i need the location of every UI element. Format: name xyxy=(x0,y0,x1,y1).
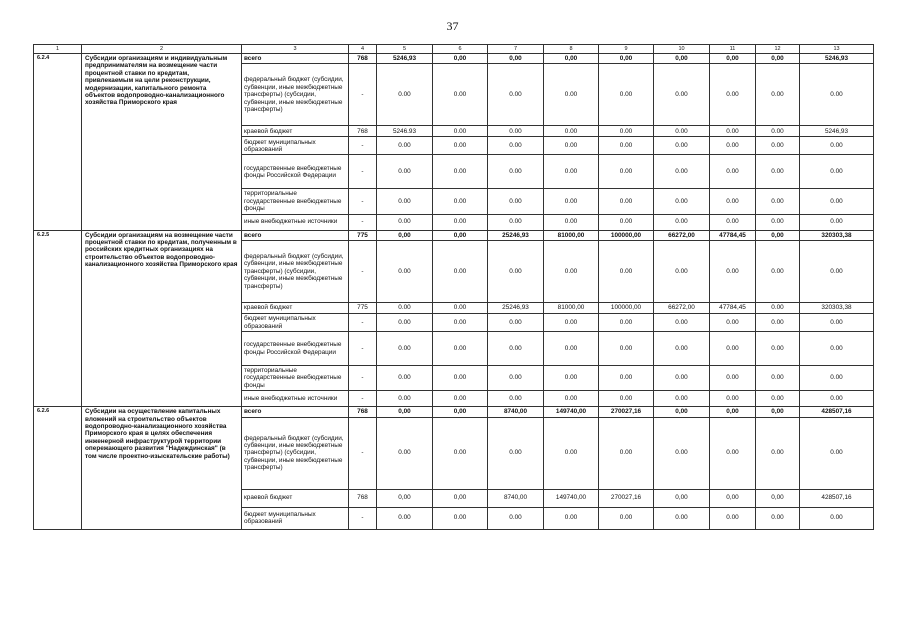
amount-cell: 0.00 xyxy=(710,417,756,489)
funding-source: краевой бюджет xyxy=(242,303,349,314)
amount-cell: 0.00 xyxy=(800,417,874,489)
funding-source: всего xyxy=(242,54,349,64)
amount-cell: 0.00 xyxy=(710,64,756,126)
amount-cell: 0.00 xyxy=(756,64,800,126)
amount-cell: 0,00 xyxy=(433,489,488,507)
amount-cell: 0.00 xyxy=(756,417,800,489)
amount-cell: 0.00 xyxy=(710,332,756,366)
amount-cell: 0.00 xyxy=(800,366,874,391)
header-cell: 8 xyxy=(544,45,599,54)
amount-cell: 0.00 xyxy=(433,314,488,332)
grbs-code: - xyxy=(349,214,377,230)
amount-cell: 0.00 xyxy=(544,214,599,230)
amount-cell: 0.00 xyxy=(599,126,654,137)
amount-cell: 0.00 xyxy=(377,189,433,214)
amount-cell: 0.00 xyxy=(599,241,654,303)
amount-cell: 0,00 xyxy=(710,489,756,507)
measure-title: Субсидии организациям на возмещение части процентной ставки по кредитам, полученным в российских кредитных организациях на строительство объектов водопроводно-канализационного хозяйства Приморского края xyxy=(82,230,242,407)
amount-cell: 0.00 xyxy=(800,64,874,126)
grbs-code: - xyxy=(349,189,377,214)
grbs-code: 768 xyxy=(349,489,377,507)
funding-source: всего xyxy=(242,407,349,417)
amount-cell: 0,00 xyxy=(710,407,756,417)
amount-cell: 0,00 xyxy=(710,54,756,64)
amount-cell: 0,00 xyxy=(544,54,599,64)
amount-cell: 0.00 xyxy=(756,366,800,391)
header-cell: 5 xyxy=(377,45,433,54)
amount-cell: 0,00 xyxy=(377,407,433,417)
amount-cell: 0.00 xyxy=(599,391,654,407)
amount-cell: 0.00 xyxy=(599,417,654,489)
amount-cell: 270027,16 xyxy=(599,489,654,507)
amount-cell: 25246,93 xyxy=(488,303,544,314)
amount-cell: 0.00 xyxy=(377,303,433,314)
amount-cell: 100000,00 xyxy=(599,230,654,240)
amount-cell: 0.00 xyxy=(599,507,654,529)
amount-cell: 0,00 xyxy=(756,407,800,417)
amount-cell: 0.00 xyxy=(433,155,488,189)
header-row xyxy=(34,45,874,54)
amount-cell: 100000,00 xyxy=(599,303,654,314)
funding-source: федеральный бюджет (субсидии, субвенции, иные межбюджетные трансферты) (субсидии, субвенции, иные межбюджетные трансферты) xyxy=(242,64,349,126)
amount-cell: 0.00 xyxy=(433,189,488,214)
amount-cell: 5246,93 xyxy=(800,54,874,64)
table-body xyxy=(34,45,874,530)
amount-cell: 0.00 xyxy=(377,391,433,407)
amount-cell: 0,00 xyxy=(654,407,710,417)
amount-cell: 428507,16 xyxy=(800,407,874,417)
amount-cell: 0,00 xyxy=(599,54,654,64)
amount-cell: 270027,16 xyxy=(599,407,654,417)
amount-cell: 81000,00 xyxy=(544,303,599,314)
amount-cell: 0.00 xyxy=(800,189,874,214)
amount-cell: 0,00 xyxy=(488,54,544,64)
grbs-code: - xyxy=(349,241,377,303)
amount-cell: 0.00 xyxy=(488,507,544,529)
amount-cell: 0.00 xyxy=(654,155,710,189)
amount-cell: 0.00 xyxy=(756,155,800,189)
header-cell: 9 xyxy=(599,45,654,54)
funding-source: территориальные государственные внебюджетные фонды xyxy=(242,366,349,391)
amount-cell: 0.00 xyxy=(710,155,756,189)
amount-cell: 0.00 xyxy=(756,314,800,332)
amount-cell: 0.00 xyxy=(800,137,874,155)
row-code: 6.2.6 xyxy=(34,407,82,529)
amount-cell: 0.00 xyxy=(756,391,800,407)
amount-cell: 0.00 xyxy=(756,126,800,137)
amount-cell: 0.00 xyxy=(710,126,756,137)
amount-cell: 149740,00 xyxy=(544,407,599,417)
amount-cell: 0.00 xyxy=(654,391,710,407)
measure-title: Субсидии на осуществление капитальных вложений на строительство объектов водопроводно-канализационного хозяйства Приморского края в целях обеспечения инженерной инфраструктурой территории опережающего развития "Надеждинская" (в том числе проектно-изыскательские работы) xyxy=(82,407,242,529)
amount-cell: 0.00 xyxy=(756,332,800,366)
amount-cell: 0.00 xyxy=(544,391,599,407)
amount-cell: 5246.93 xyxy=(377,126,433,137)
header-cell: 7 xyxy=(488,45,544,54)
amount-cell: 0.00 xyxy=(710,314,756,332)
grbs-code: 768 xyxy=(349,54,377,64)
table-row xyxy=(34,54,874,64)
amount-cell: 0.00 xyxy=(654,137,710,155)
amount-cell: 0.00 xyxy=(377,137,433,155)
amount-cell: 0,00 xyxy=(433,54,488,64)
grbs-code: - xyxy=(349,391,377,407)
amount-cell: 0.00 xyxy=(488,126,544,137)
amount-cell: 0.00 xyxy=(377,155,433,189)
amount-cell: 0.00 xyxy=(544,64,599,126)
amount-cell: 0.00 xyxy=(544,417,599,489)
amount-cell: 0.00 xyxy=(800,314,874,332)
amount-cell: 0.00 xyxy=(488,214,544,230)
funding-source: федеральный бюджет (субсидии, субвенции, иные межбюджетные трансферты) (субсидии, субвенции, иные межбюджетные трансферты) xyxy=(242,417,349,489)
funding-source: государственные внебюджетные фонды Российской Федерации xyxy=(242,155,349,189)
amount-cell: 0.00 xyxy=(433,241,488,303)
amount-cell: 0.00 xyxy=(544,366,599,391)
amount-cell: 0.00 xyxy=(756,241,800,303)
budget-table xyxy=(33,44,874,530)
amount-cell: 0.00 xyxy=(654,366,710,391)
amount-cell: 0.00 xyxy=(377,214,433,230)
grbs-code: - xyxy=(349,417,377,489)
amount-cell: 0.00 xyxy=(599,314,654,332)
amount-cell: 0,00 xyxy=(654,54,710,64)
funding-source: бюджет муниципальных образований xyxy=(242,314,349,332)
amount-cell: 47784,45 xyxy=(710,230,756,240)
amount-cell: 0.00 xyxy=(488,241,544,303)
amount-cell: 0.00 xyxy=(599,137,654,155)
amount-cell: 5246,93 xyxy=(377,54,433,64)
amount-cell: 0,00 xyxy=(756,489,800,507)
grbs-code: 775 xyxy=(349,230,377,240)
amount-cell: 0.00 xyxy=(488,64,544,126)
amount-cell: 0.00 xyxy=(800,214,874,230)
page-number: 37 xyxy=(446,19,459,33)
table-row xyxy=(34,230,874,240)
amount-cell: 0.00 xyxy=(710,214,756,230)
funding-source: федеральный бюджет (субсидии, субвенции, иные межбюджетные трансферты) (субсидии, субвенции, иные межбюджетные трансферты) xyxy=(242,241,349,303)
amount-cell: 0.00 xyxy=(599,214,654,230)
amount-cell: 0.00 xyxy=(710,366,756,391)
amount-cell: 0.00 xyxy=(756,137,800,155)
amount-cell: 0.00 xyxy=(433,391,488,407)
grbs-code: - xyxy=(349,314,377,332)
amount-cell: 0.00 xyxy=(544,155,599,189)
grbs-code: 768 xyxy=(349,407,377,417)
amount-cell: 0,00 xyxy=(433,230,488,240)
header-cell: 1 xyxy=(34,45,82,54)
amount-cell: 0.00 xyxy=(544,241,599,303)
amount-cell: 320303,38 xyxy=(800,303,874,314)
header-cell: 3 xyxy=(242,45,349,54)
amount-cell: 25246,93 xyxy=(488,230,544,240)
amount-cell: 0.00 xyxy=(599,155,654,189)
amount-cell: 0.00 xyxy=(710,391,756,407)
header-cell: 12 xyxy=(756,45,800,54)
amount-cell: 0.00 xyxy=(654,126,710,137)
amount-cell: 0.00 xyxy=(756,303,800,314)
funding-source: государственные внебюджетные фонды Российской Федерации xyxy=(242,332,349,366)
amount-cell: 0.00 xyxy=(800,332,874,366)
header-cell: 13 xyxy=(800,45,874,54)
amount-cell: 0.00 xyxy=(433,507,488,529)
amount-cell: 0.00 xyxy=(377,332,433,366)
grbs-code: - xyxy=(349,366,377,391)
grbs-code: - xyxy=(349,155,377,189)
amount-cell: 0,00 xyxy=(654,489,710,507)
grbs-code: - xyxy=(349,64,377,126)
header-cell: 2 xyxy=(82,45,242,54)
amount-cell: 0.00 xyxy=(800,241,874,303)
amount-cell: 5246,93 xyxy=(800,126,874,137)
funding-source: краевой бюджет xyxy=(242,126,349,137)
amount-cell: 0.00 xyxy=(488,314,544,332)
amount-cell: 0,00 xyxy=(433,407,488,417)
amount-cell: 0.00 xyxy=(488,417,544,489)
amount-cell: 47784,45 xyxy=(710,303,756,314)
amount-cell: 0.00 xyxy=(488,332,544,366)
amount-cell: 0.00 xyxy=(800,507,874,529)
amount-cell: 0.00 xyxy=(654,64,710,126)
amount-cell: 0.00 xyxy=(710,507,756,529)
row-code: 6.2.5 xyxy=(34,230,82,407)
amount-cell: 0.00 xyxy=(377,417,433,489)
amount-cell: 0.00 xyxy=(488,189,544,214)
amount-cell: 8740,00 xyxy=(488,489,544,507)
amount-cell: 0.00 xyxy=(433,366,488,391)
row-code: 6.2.4 xyxy=(34,54,82,231)
grbs-code: 775 xyxy=(349,303,377,314)
funding-source: иные внебюджетные источники xyxy=(242,391,349,407)
amount-cell: 0.00 xyxy=(654,332,710,366)
amount-cell: 0.00 xyxy=(654,214,710,230)
amount-cell: 0.00 xyxy=(433,214,488,230)
amount-cell: 0.00 xyxy=(433,332,488,366)
amount-cell: 0.00 xyxy=(756,189,800,214)
amount-cell: 0.00 xyxy=(710,137,756,155)
grbs-code: - xyxy=(349,507,377,529)
funding-source: иные внебюджетные источники xyxy=(242,214,349,230)
amount-cell: 0.00 xyxy=(654,417,710,489)
amount-cell: 0.00 xyxy=(488,391,544,407)
amount-cell: 428507,16 xyxy=(800,489,874,507)
amount-cell: 0.00 xyxy=(599,189,654,214)
amount-cell: 0.00 xyxy=(488,155,544,189)
amount-cell: 0.00 xyxy=(654,314,710,332)
amount-cell: 0.00 xyxy=(544,332,599,366)
amount-cell: 0.00 xyxy=(756,507,800,529)
header-cell: 6 xyxy=(433,45,488,54)
measure-title: Субсидии организациям и индивидуальным предпринимателям на возмещение части процентной ставки по кредитам, привлекаемым на цели реконструкции, модернизации, капитального ремонта объектов водопроводно-канализационного хозяйства Приморского края xyxy=(82,54,242,231)
funding-source: краевой бюджет xyxy=(242,489,349,507)
amount-cell: 0.00 xyxy=(654,507,710,529)
amount-cell: 0,00 xyxy=(756,230,800,240)
funding-source: территориальные государственные внебюджетные фонды xyxy=(242,189,349,214)
amount-cell: 0.00 xyxy=(710,189,756,214)
amount-cell: 0.00 xyxy=(433,64,488,126)
amount-cell: 0.00 xyxy=(756,214,800,230)
header-cell: 10 xyxy=(654,45,710,54)
amount-cell: 0.00 xyxy=(710,241,756,303)
grbs-code: - xyxy=(349,332,377,366)
amount-cell: 0.00 xyxy=(599,332,654,366)
amount-cell: 66272,00 xyxy=(654,230,710,240)
amount-cell: 0.00 xyxy=(544,137,599,155)
header-cell: 4 xyxy=(349,45,377,54)
amount-cell: 0.00 xyxy=(488,137,544,155)
amount-cell: 0.00 xyxy=(654,189,710,214)
amount-cell: 0.00 xyxy=(544,189,599,214)
amount-cell: 66272,00 xyxy=(654,303,710,314)
header-cell: 11 xyxy=(710,45,756,54)
amount-cell: 0.00 xyxy=(377,241,433,303)
amount-cell: 0.00 xyxy=(654,241,710,303)
amount-cell: 0,00 xyxy=(377,230,433,240)
amount-cell: 0.00 xyxy=(377,366,433,391)
amount-cell: 0.00 xyxy=(433,417,488,489)
amount-cell: 0.00 xyxy=(544,507,599,529)
grbs-code: 768 xyxy=(349,126,377,137)
grbs-code: - xyxy=(349,137,377,155)
amount-cell: 0.00 xyxy=(544,314,599,332)
amount-cell: 320303,38 xyxy=(800,230,874,240)
amount-cell: 0.00 xyxy=(377,314,433,332)
funding-source: бюджет муниципальных образований xyxy=(242,507,349,529)
amount-cell: 0.00 xyxy=(800,391,874,407)
amount-cell: 0.00 xyxy=(433,303,488,314)
amount-cell: 81000,00 xyxy=(544,230,599,240)
funding-source: всего xyxy=(242,230,349,240)
funding-source: бюджет муниципальных образований xyxy=(242,137,349,155)
amount-cell: 0,00 xyxy=(377,489,433,507)
amount-cell: 0.00 xyxy=(599,64,654,126)
amount-cell: 8740,00 xyxy=(488,407,544,417)
table-row xyxy=(34,407,874,417)
amount-cell: 0.00 xyxy=(377,64,433,126)
amount-cell: 0.00 xyxy=(488,366,544,391)
amount-cell: 0.00 xyxy=(544,126,599,137)
amount-cell: 0.00 xyxy=(800,155,874,189)
amount-cell: 149740,00 xyxy=(544,489,599,507)
amount-cell: 0,00 xyxy=(756,54,800,64)
amount-cell: 0.00 xyxy=(433,137,488,155)
amount-cell: 0.00 xyxy=(377,507,433,529)
amount-cell: 0.00 xyxy=(599,366,654,391)
amount-cell: 0.00 xyxy=(433,126,488,137)
